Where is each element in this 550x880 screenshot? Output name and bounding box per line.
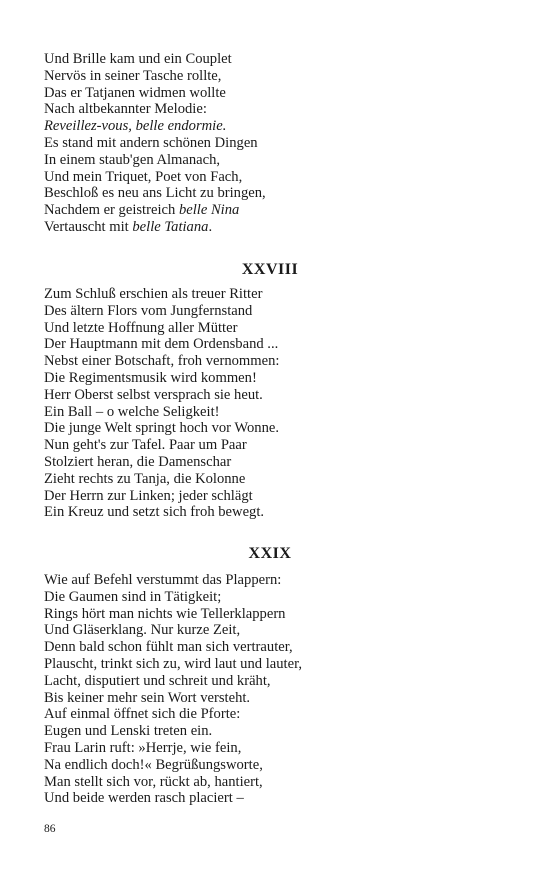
verse-line: Zum Schluß erschien als treuer Ritter [44, 286, 263, 302]
verse-line: Beschloß es neu ans Licht zu bringen, [44, 185, 266, 202]
stanza-xxviii [44, 286, 484, 521]
verse-line-part: Vertauscht mit [44, 218, 133, 235]
page-number: 86 [44, 823, 56, 835]
stanza-heading-text: XXIX [248, 545, 292, 562]
verse-line-italic-part: belle Nina [178, 202, 240, 219]
verse-line: Man stellt sich vor, rückt ab, hantiert, [44, 773, 263, 790]
verse-line: Es stand mit andern schönen Dingen [44, 134, 258, 151]
verse-line: Der Herrn zur Linken; jeder schlägt [44, 487, 253, 504]
verse-line: Lacht, disputiert und schreit und kräht, [44, 672, 271, 689]
verse-line-italic-part: belle Tatiana [132, 218, 209, 235]
verse-line: Eugen und Lenski treten ein. [44, 723, 213, 740]
verse-line-part: Nachdem er geistreich [44, 202, 179, 219]
stanza-xxix [44, 572, 484, 807]
verse-line: Und mein Triquet, Poet von Fach, [44, 168, 243, 185]
verse-line: Na endlich doch!« Begrüßungsworte, [44, 756, 263, 773]
verse-line: Und beide werden rasch placiert – [44, 790, 244, 807]
verse-line: Reveillez-vous, belle endormie. [44, 118, 227, 135]
verse-line: Die Regimentsmusik wird kommen! [44, 369, 257, 386]
verse-line: Plauscht, trinkt sich zu, wird laut und lauter, [44, 655, 302, 672]
verse-line: Ein Kreuz und setzt sich froh bewegt. [44, 504, 265, 521]
verse-line: Der Hauptmann mit dem Ordensband ... [44, 336, 279, 353]
verse-line: Nach altbekannter Melodie: [44, 101, 207, 118]
verse-line: Nervös in seiner Tasche rollte, [44, 67, 222, 84]
verse-line [44, 219, 484, 236]
stanza-heading-text: XXVIII [241, 261, 299, 278]
verse-line: Und letzte Hoffnung aller Mütter [44, 319, 238, 336]
verse-line: Bis keiner mehr sein Wort versteht. [44, 689, 251, 706]
verse-line: Frau Larin ruft: »Herrje, wie fein, [44, 739, 242, 756]
verse-line: Nebst einer Botschaft, froh vernommen: [44, 353, 280, 370]
verse-line: Das er Tatjanen widmen wollte [44, 84, 226, 101]
verse-line: Rings hört man nichts wie Tellerklappern [44, 605, 286, 622]
verse-line: Die junge Welt springt hoch vor Wonne. [44, 420, 280, 437]
verse-line: Nun geht's zur Tafel. Paar um Paar [44, 437, 247, 454]
verse-line: Ein Ball – o welche Seligkeit! [44, 403, 220, 420]
verse-line: Wie auf Befehl verstummt das Plappern: [44, 572, 282, 588]
verse-line-part: . [208, 218, 213, 235]
verse-line: Herr Oberst selbst versprach sie heut. [44, 386, 263, 403]
stanza-heading-xxix [0, 545, 540, 563]
verse-line: In einem staub'gen Almanach, [44, 151, 221, 168]
verse-line [44, 202, 484, 219]
stanza-heading-xxviii [0, 261, 540, 279]
verse-line: Denn bald schon fühlt man sich vertrauter, [44, 639, 293, 656]
verse-line: Und Brille kam und ein Couplet [44, 51, 232, 67]
stanza-xxvii-continuation [44, 51, 484, 236]
verse-line: Zieht rechts zu Tanja, die Kolonne [44, 470, 246, 487]
verse-line: Und Gläserklang. Nur kurze Zeit, [44, 622, 241, 639]
verse-line: Auf einmal öffnet sich die Pforte: [44, 706, 241, 723]
verse-line: Des ältern Flors vom Jungfernstand [44, 302, 253, 319]
verse-line: Stolziert heran, die Damenschar [44, 453, 232, 470]
verse-line: Die Gaumen sind in Tätigkeit; [44, 588, 222, 605]
